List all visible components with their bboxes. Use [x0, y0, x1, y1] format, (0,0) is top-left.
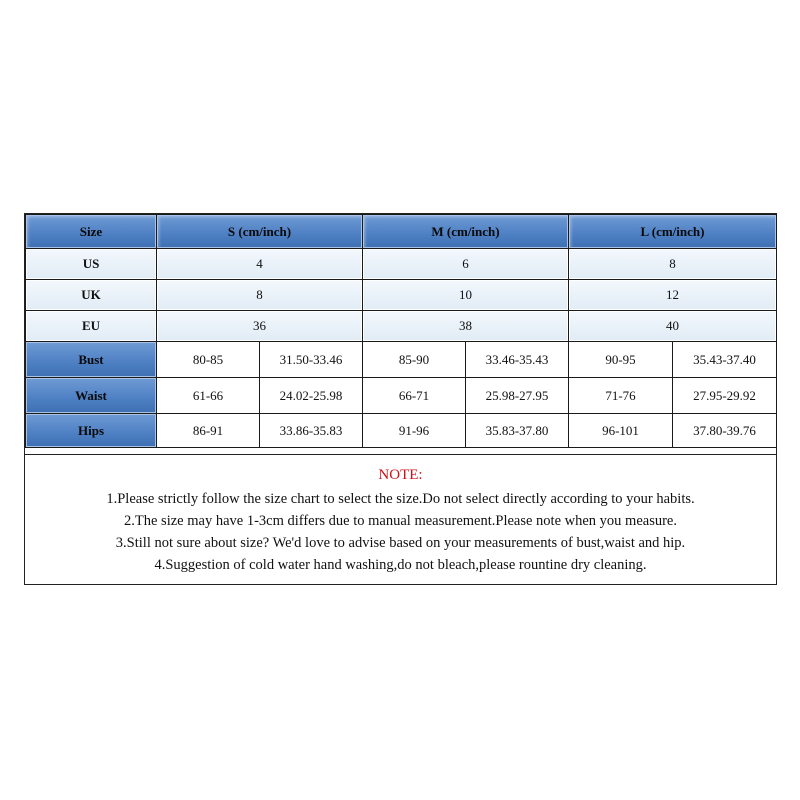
- waist-s-in: 24.02-25.98: [259, 377, 363, 414]
- hips-l-in: 37.80-39.76: [672, 413, 777, 448]
- notes-section: [25, 454, 776, 576]
- waist-l-in: 27.95-29.92: [672, 377, 777, 414]
- uk-l: 12: [568, 279, 777, 311]
- waist-m-in: 25.98-27.95: [465, 377, 569, 414]
- eu-l: 40: [568, 310, 777, 342]
- hips-l-cm: 96-101: [568, 413, 673, 448]
- row-label-eu: EU: [25, 310, 157, 342]
- waist-m-cm: 66-71: [362, 377, 466, 414]
- bust-l-in: 35.43-37.40: [672, 341, 777, 378]
- header-m: M (cm/inch): [362, 214, 569, 249]
- row-label-waist: Waist: [25, 377, 157, 414]
- note-line-1: 1.Please strictly follow the size chart to select the size.Do not select directly according to your habits.: [106, 491, 695, 507]
- bust-m-cm: 85-90: [362, 341, 466, 378]
- header-l: L (cm/inch): [568, 214, 777, 249]
- hips-m-cm: 91-96: [362, 413, 466, 448]
- row-label-bust: Bust: [25, 341, 157, 378]
- eu-m: 38: [362, 310, 569, 342]
- size-table: [25, 214, 776, 447]
- bust-m-in: 33.46-35.43: [465, 341, 569, 378]
- uk-s: 8: [156, 279, 363, 311]
- note-title: NOTE:: [378, 467, 423, 483]
- header-s: S (cm/inch): [156, 214, 363, 249]
- size-chart: [24, 213, 777, 585]
- us-s: 4: [156, 248, 363, 280]
- header-size: Size: [25, 214, 157, 249]
- eu-s: 36: [156, 310, 363, 342]
- note-line-4: 4.Suggestion of cold water hand washing,do not bleach,please rountine dry cleaning.: [154, 557, 647, 573]
- row-label-hips: Hips: [25, 413, 157, 448]
- hips-m-in: 35.83-37.80: [465, 413, 569, 448]
- row-label-uk: UK: [25, 279, 157, 311]
- hips-s-in: 33.86-35.83: [259, 413, 363, 448]
- hips-s-cm: 86-91: [156, 413, 260, 448]
- uk-m: 10: [362, 279, 569, 311]
- waist-s-cm: 61-66: [156, 377, 260, 414]
- us-m: 6: [362, 248, 569, 280]
- row-label-us: US: [25, 248, 157, 280]
- note-line-2: 2.The size may have 1-3cm differs due to manual measurement.Please note when you measure.: [124, 513, 677, 529]
- waist-l-cm: 71-76: [568, 377, 673, 414]
- bust-s-cm: 80-85: [156, 341, 260, 378]
- bust-s-in: 31.50-33.46: [259, 341, 363, 378]
- us-l: 8: [568, 248, 777, 280]
- bust-l-cm: 90-95: [568, 341, 673, 378]
- note-line-3: 3.Still not sure about size? We'd love to advise based on your measurements of bust,waist and hip.: [115, 535, 686, 551]
